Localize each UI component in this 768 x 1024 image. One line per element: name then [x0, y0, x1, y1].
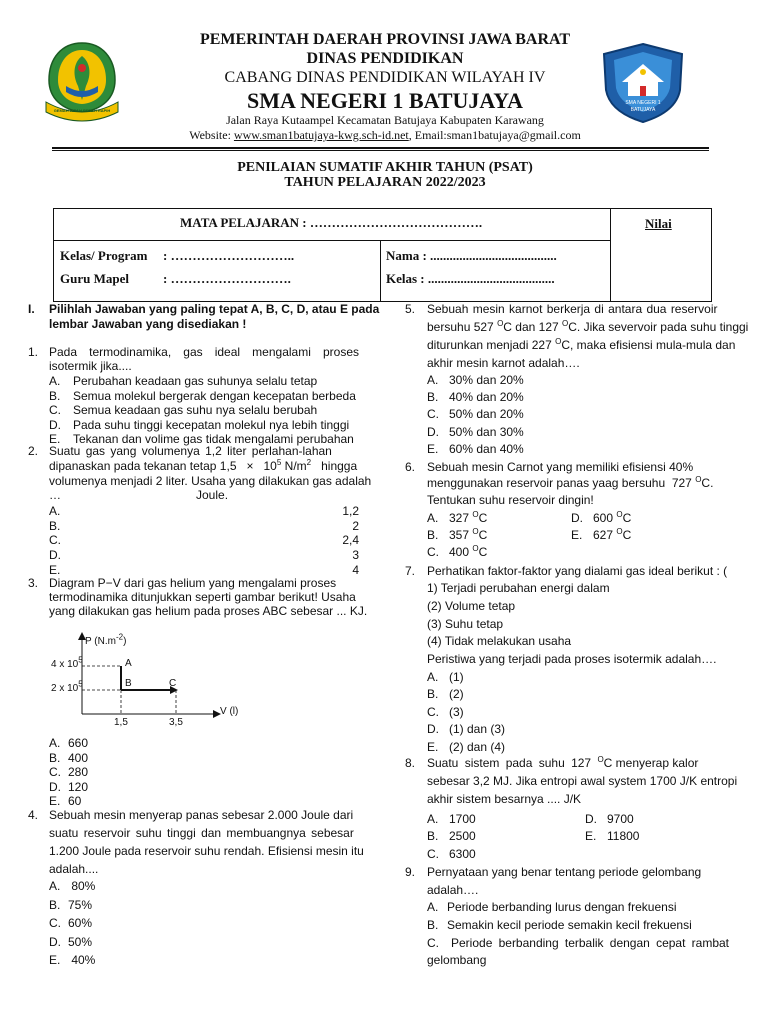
q5-option-c[interactable]	[427, 407, 524, 421]
header-contact	[150, 128, 620, 143]
q3-option-text: 120	[68, 779, 89, 794]
q3-option-a[interactable]	[49, 736, 88, 750]
pv-tick-high-text: 4 x 10	[51, 659, 79, 670]
q6-unit-d: C	[622, 511, 632, 525]
q7-option-key: A.	[427, 670, 439, 684]
q9-number: 9.	[405, 865, 416, 879]
q2-option-text: 1,2	[342, 504, 359, 518]
q5-deg-2: O	[562, 319, 569, 328]
q2-line-2-a: dipanaskan pada tekanan tetap 1,5 × 10	[49, 459, 277, 473]
pv-tick-low-exp: 5	[78, 679, 83, 689]
q7-option-key: B.	[427, 687, 439, 702]
q6-deg: O	[695, 475, 702, 484]
q7-option-key: C.	[427, 704, 439, 719]
q7-option-a[interactable]	[427, 670, 464, 684]
q5-line-2-b: C dan 127	[503, 320, 563, 334]
q8-line-3: akhir sistem besarnya .... J/K	[427, 792, 582, 806]
q6-unit-a: C	[478, 511, 488, 525]
pv-point-a: A	[125, 658, 132, 669]
q6-val-a: 327	[449, 511, 473, 525]
q1-text: Pada termodinamika, gas ideal mengalami proses isotermik jika....	[49, 345, 359, 373]
q3-option-text: 60	[68, 794, 82, 808]
q1-option-key: C.	[49, 403, 61, 417]
q5-option-key: B.	[427, 390, 439, 405]
q8-option-a[interactable]	[427, 812, 476, 826]
q7-option-text: (2)	[449, 687, 464, 702]
q2-unit: N/m	[281, 459, 307, 473]
q3-option-text: 400	[68, 750, 89, 765]
q3-option-key: C.	[49, 765, 61, 779]
pv-point-b: B	[125, 678, 132, 689]
q7-line-6: Peristiwa yang terjadi pada proses isotermik adalah….	[427, 652, 717, 666]
q9-key-b: B.	[427, 918, 439, 932]
q1-option-key: A.	[49, 374, 61, 388]
q5-option-key: E.	[427, 441, 439, 456]
q2-option-key: C.	[49, 533, 61, 548]
q6-option-e[interactable]	[571, 528, 631, 542]
q1-number: 1.	[28, 345, 39, 359]
q3-line-3: yang dilakukan gas helium pada proses ABC sebesar ... KJ.	[49, 604, 368, 618]
q8-val-b: 2500	[449, 829, 476, 843]
q7-line-1: Perhatikan faktor-faktor yang dialami gas ideal berikut : (	[427, 564, 728, 578]
header-branch: CABANG DINAS PENDIDIKAN WILAYAH IV	[224, 69, 546, 86]
q8-option-b[interactable]	[427, 829, 476, 843]
q3-option-c[interactable]	[49, 765, 88, 779]
q3-option-key: A.	[49, 736, 61, 750]
q5-line-1: Sebuah mesin karnot berkerja di antara dua reservoir	[427, 302, 718, 316]
q5-number: 5.	[405, 302, 416, 316]
q8-deg: O	[597, 755, 604, 764]
q5-option-e[interactable]	[427, 442, 524, 456]
q6-deg-d: O	[616, 510, 623, 519]
q7-line-4: (3) Suhu tetap	[427, 617, 504, 631]
q2-option-e[interactable]	[49, 563, 359, 577]
q6-option-d[interactable]	[571, 511, 631, 525]
q6-unit-b: C	[478, 528, 488, 542]
q4-option-key: C.	[49, 916, 61, 930]
q4-option-key: B.	[49, 897, 61, 912]
q5-option-text: 30% dan 20%	[449, 373, 524, 387]
q4-line-2: suatu reservoir suhu tinggi dan membuangnya sebesar	[49, 826, 354, 840]
right-logo-text-2: BATUJAYA	[630, 107, 656, 113]
q5-option-text: 40% dan 20%	[449, 390, 524, 405]
pv-y-label	[85, 632, 127, 647]
header-rule-thick	[52, 147, 709, 149]
q5-option-text: 60% dan 40%	[449, 441, 524, 456]
q8-val-c: 6300	[449, 847, 476, 861]
q5-option-key: D.	[427, 424, 439, 439]
identity-divider-row	[53, 240, 611, 241]
left-logo-motto: GEMAH RIPAH REPEH RAPIH	[53, 108, 111, 113]
q9-option-b[interactable]	[427, 918, 692, 932]
guru-mapel-label: Guru Mapel	[60, 271, 129, 286]
q5-line-4: akhir mesin karnot adalah….	[427, 356, 580, 370]
q8-val-e: 11800	[607, 829, 640, 843]
q6-deg-c: O	[472, 544, 479, 553]
q5-line-2	[427, 320, 748, 334]
q6-option-a[interactable]	[427, 511, 487, 525]
q7-option-c[interactable]	[427, 705, 464, 719]
identity-divider-nilai	[610, 208, 611, 301]
q1-option-text: Semua keadaan gas suhu nya selalu berubah	[73, 403, 318, 417]
q2-option-key: A.	[49, 504, 61, 518]
q2-unit-exp: 2	[306, 458, 312, 467]
q4-option-text: 50%	[68, 934, 93, 949]
q2-line-3: volumenya menjadi 2 liter. Usaha yang dilakukan gas adalah	[49, 474, 372, 488]
pv-y-label-exp: -2	[115, 632, 124, 642]
right-logo-text-1: SMA NEGERI 1	[625, 100, 661, 106]
q9-val-b: Semakin kecil periode semakin kecil frekuensi	[447, 918, 692, 932]
q2-option-b[interactable]	[49, 519, 359, 533]
q7-option-text: (2) dan (4)	[449, 739, 506, 754]
pv-y-label-text: P (N.m	[85, 636, 116, 647]
pv-x-label: V (l)	[220, 706, 239, 717]
q2-line-4-a: …	[49, 488, 61, 502]
q4-option-key: E.	[49, 953, 61, 967]
guru-mapel-field[interactable]: : ……………………….	[163, 271, 291, 286]
q7-line-5: (4) Tidak melakukan usaha	[427, 634, 572, 648]
q6-key-e: E.	[571, 528, 583, 542]
q8-option-e[interactable]	[585, 829, 639, 843]
q6-line-1: Sebuah mesin Carnot yang memiliki efisiensi 40%	[427, 460, 694, 474]
q8-option-c[interactable]	[427, 847, 476, 861]
q8-key-c: C.	[427, 847, 439, 861]
q8-option-d[interactable]	[585, 812, 634, 826]
header-province: PEMERINTAH DAERAH PROVINSI JAWA BARAT	[199, 31, 571, 48]
q6-val-e: 627	[593, 528, 617, 542]
q2-line-2	[49, 459, 357, 473]
website-link[interactable]: www.sman1batujaya-kwg.sch-id.net	[233, 128, 409, 142]
q1-option-text: Semua molekul bergerak dengan kecepatan berbeda	[73, 388, 356, 403]
q5-line-3-b: C, maka efisiensi mula-mula dan	[561, 338, 736, 352]
q7-line-3: (2) Volume tetap	[427, 599, 516, 613]
q8-line-2: sebesar 3,2 MJ. Jika entropi awal system 1700 J/K entropi	[427, 774, 738, 788]
pv-tick-x1: 1,5	[114, 717, 128, 728]
q6-line-2	[427, 476, 713, 490]
kelas-program-field[interactable]: : ………………………..	[163, 248, 295, 263]
website-label: Website:	[189, 128, 234, 142]
q7-line-2: 1) Terjadi perubahan energi dalam	[427, 581, 610, 595]
left-logo	[42, 40, 122, 125]
q7-option-text: (3)	[449, 704, 464, 719]
q1-option-d[interactable]	[49, 418, 349, 432]
q2-number: 2.	[28, 444, 39, 458]
q5-option-a[interactable]	[427, 373, 524, 387]
q4-option-key: A.	[49, 879, 61, 893]
pv-diagram	[45, 632, 255, 732]
q5-option-text: 50% dan 20%	[449, 407, 524, 422]
q7-option-d[interactable]	[427, 722, 505, 736]
pv-point-c: C	[169, 678, 177, 689]
q6-key-c: C.	[427, 545, 439, 559]
q2-option-key: D.	[49, 548, 61, 563]
q7-option-text: (1) dan (3)	[449, 722, 506, 737]
q9-key-c: C.	[427, 936, 439, 950]
q8-val-a: 1700	[449, 812, 476, 826]
q2-option-key: E.	[49, 562, 61, 577]
q5-option-key: A.	[427, 373, 439, 387]
header-school-name: SMA NEGERI 1 BATUJAYA	[246, 88, 524, 113]
q1-option-c[interactable]	[49, 403, 317, 417]
q5-deg-1: O	[497, 319, 504, 328]
q3-option-text: 280	[68, 765, 89, 779]
q3-line-1: Diagram P−V dari gas helium yang mengalami proses	[49, 576, 337, 590]
q6-option-b[interactable]	[427, 528, 487, 542]
q8-key-b: B.	[427, 829, 439, 843]
q6-line-3: Tentukan suhu reservoir dingin!	[427, 493, 594, 507]
q2-option-key: B.	[49, 518, 61, 533]
q3-line-2: termodinamika ditunjukkan seperti gambar berikut! Usaha	[49, 590, 356, 604]
pv-tick-x2: 3,5	[169, 717, 183, 728]
q2-option-text: 2,4	[342, 533, 359, 548]
q4-number: 4.	[28, 808, 39, 822]
q5-option-key: C.	[427, 407, 439, 422]
q3-option-d[interactable]	[49, 780, 88, 794]
q6-deg-a: O	[472, 510, 479, 519]
q1-option-text: Pada suhu tinggi kecepatan molekul nya lebih tinggi	[73, 417, 350, 432]
instruction-number: I.	[28, 302, 35, 316]
q2-option-text: 3	[352, 548, 359, 563]
q2-line-1: Suatu gas yang volumenya 1,2 liter perlahan-lahan	[49, 444, 332, 458]
q1-option-key: B.	[49, 388, 61, 403]
q6-key-b: B.	[427, 528, 439, 542]
q3-number: 3.	[28, 576, 39, 590]
email-text: , Email:sman1batujaya@gmail.com	[408, 128, 581, 142]
exam-title: PENILAIAN SUMATIF AKHIR TAHUN (PSAT)	[237, 160, 533, 175]
q4-line-1: Sebuah mesin menyerap panas sebesar 2.000 Joule dari	[49, 808, 354, 822]
q5-line-2-a: bersuhu 527	[427, 320, 498, 334]
q9-val-c: Periode berbanding terbalik dengan cepat rambat	[451, 936, 729, 950]
q6-key-a: A.	[427, 511, 439, 525]
q6-option-c[interactable]	[427, 545, 487, 559]
header-rule-thin	[52, 150, 709, 151]
q6-val-b: 357	[449, 528, 473, 542]
q5-option-b[interactable]	[427, 390, 524, 404]
q5-line-3	[427, 338, 735, 352]
pv-tick-low	[51, 679, 83, 694]
q2-line-2-c: hingga	[311, 459, 358, 473]
q6-val-c: 400	[449, 545, 473, 559]
q4-option-text: 75%	[68, 897, 93, 912]
q2-option-a[interactable]	[49, 504, 359, 518]
q2-option-c[interactable]	[49, 533, 359, 547]
q2-option-d[interactable]	[49, 548, 359, 562]
q7-option-key: E.	[427, 739, 439, 754]
identity-divider-mid	[380, 240, 381, 301]
q3-option-b[interactable]	[49, 751, 88, 765]
q3-option-key: E.	[49, 794, 61, 808]
q7-option-text: (1)	[449, 670, 464, 684]
q4-option-text: 40%	[68, 953, 96, 967]
kelas-field[interactable]: Kelas : .......................................	[386, 271, 555, 286]
q1-option-key: D.	[49, 417, 61, 432]
q4-line-4: adalah....	[49, 862, 99, 876]
q6-line-2-b: C.	[701, 476, 714, 490]
header-address: Jalan Raya Kutaampel Kecamatan Batujaya Kabupaten Karawang	[226, 113, 544, 127]
q8-line-1-a: Suatu sistem pada suhu 127	[427, 756, 598, 770]
q7-option-e[interactable]	[427, 740, 505, 754]
q5-option-d[interactable]	[427, 425, 524, 439]
q8-key-a: A.	[427, 812, 439, 826]
q6-unit-c: C	[478, 545, 488, 559]
q3-option-e[interactable]	[49, 794, 81, 808]
instruction-line-2: lembar Jawaban yang disediakan !	[49, 317, 247, 331]
q8-line-1-b: C menyerap kalor	[603, 756, 699, 770]
q8-number: 8.	[405, 756, 416, 770]
q6-number: 6.	[405, 460, 416, 474]
pv-diagram-graph	[45, 632, 255, 732]
q1-option-text: Tekanan dan volime gas tidak mengalami perubahan	[73, 432, 354, 446]
q4-option-e[interactable]	[49, 953, 95, 967]
q8-key-d: D.	[585, 812, 597, 826]
q1-option-a[interactable]	[49, 374, 317, 388]
q5-line-3-a: diturunkan menjadi 227	[427, 338, 556, 352]
q4-option-c[interactable]	[49, 916, 92, 930]
q9-line-2: adalah….	[427, 883, 479, 897]
q7-option-b[interactable]	[427, 687, 464, 701]
pv-tick-high-exp: 5	[78, 655, 83, 665]
q3-option-key: D.	[49, 779, 61, 794]
q3-option-text: 660	[68, 736, 89, 750]
q4-option-a[interactable]	[49, 879, 95, 893]
header-department: DINAS PENDIDIKAN	[306, 50, 464, 67]
q2-exp: 5	[276, 458, 282, 467]
q5-option-text: 50% dan 30%	[449, 424, 524, 439]
q6-deg-e: O	[616, 527, 623, 536]
q6-line-2-a: menggunakan reservoir panas yaag bersuhu 727	[427, 476, 696, 490]
q9-option-c-cont: gelombang	[427, 953, 487, 967]
exam-year: TAHUN PELAJARAN 2022/2023	[284, 175, 486, 190]
q3-option-key: B.	[49, 750, 61, 765]
q4-option-text: 80%	[68, 879, 96, 893]
q8-key-e: E.	[585, 829, 597, 843]
q9-option-a[interactable]	[427, 900, 677, 914]
q5-deg-3: O	[555, 337, 562, 346]
q6-key-d: D.	[571, 511, 583, 525]
q1-option-text: Perubahan keadaan gas suhunya selalu tetap	[73, 374, 318, 388]
nilai-label: Nilai	[645, 216, 672, 231]
nama-field[interactable]: Nama : .......................................	[386, 248, 557, 263]
q7-option-key: D.	[427, 722, 439, 737]
q2-option-text: 2	[352, 518, 359, 533]
q2-line-4-b: Joule.	[196, 488, 229, 502]
q4-option-b[interactable]	[49, 898, 92, 912]
q6-deg-b: O	[472, 527, 479, 536]
q4-option-d[interactable]	[49, 935, 92, 949]
q4-line-3: 1.200 Joule pada reservoir suhu rendah. Efisiensi mesin itu	[49, 844, 364, 858]
pv-tick-low-text: 2 x 10	[51, 683, 79, 694]
q4-option-key: D.	[49, 934, 61, 949]
q9-line-1: Pernyataan yang benar tentang periode gelombang	[427, 865, 702, 879]
q8-line-1	[427, 756, 698, 770]
q7-number: 7.	[405, 564, 416, 578]
instruction-line-1: Pilihlah Jawaban yang paling tepat A, B, C, D, atau E pada	[49, 302, 380, 316]
pv-tick-high	[51, 655, 83, 670]
q9-val-a: Periode berbanding lurus dengan frekuensi	[447, 900, 677, 914]
q9-option-c[interactable]	[427, 936, 729, 950]
q2-option-text: 4	[352, 562, 359, 577]
q8-val-d: 9700	[607, 812, 634, 826]
kelas-program-label: Kelas/ Program	[60, 248, 148, 263]
q6-unit-e: C	[622, 528, 632, 542]
q4-option-text: 60%	[68, 916, 93, 930]
q5-line-2-c: C. Jika severvoir pada suhu tinggi	[568, 320, 749, 334]
q1-option-b[interactable]	[49, 389, 356, 403]
pv-y-label-end: )	[123, 636, 127, 647]
subject-field[interactable]: MATA PELAJARAN : ………………………………….	[180, 215, 483, 230]
q9-key-a: A.	[427, 900, 439, 914]
q1-option-key: E.	[49, 432, 61, 446]
q6-val-d: 600	[593, 511, 617, 525]
